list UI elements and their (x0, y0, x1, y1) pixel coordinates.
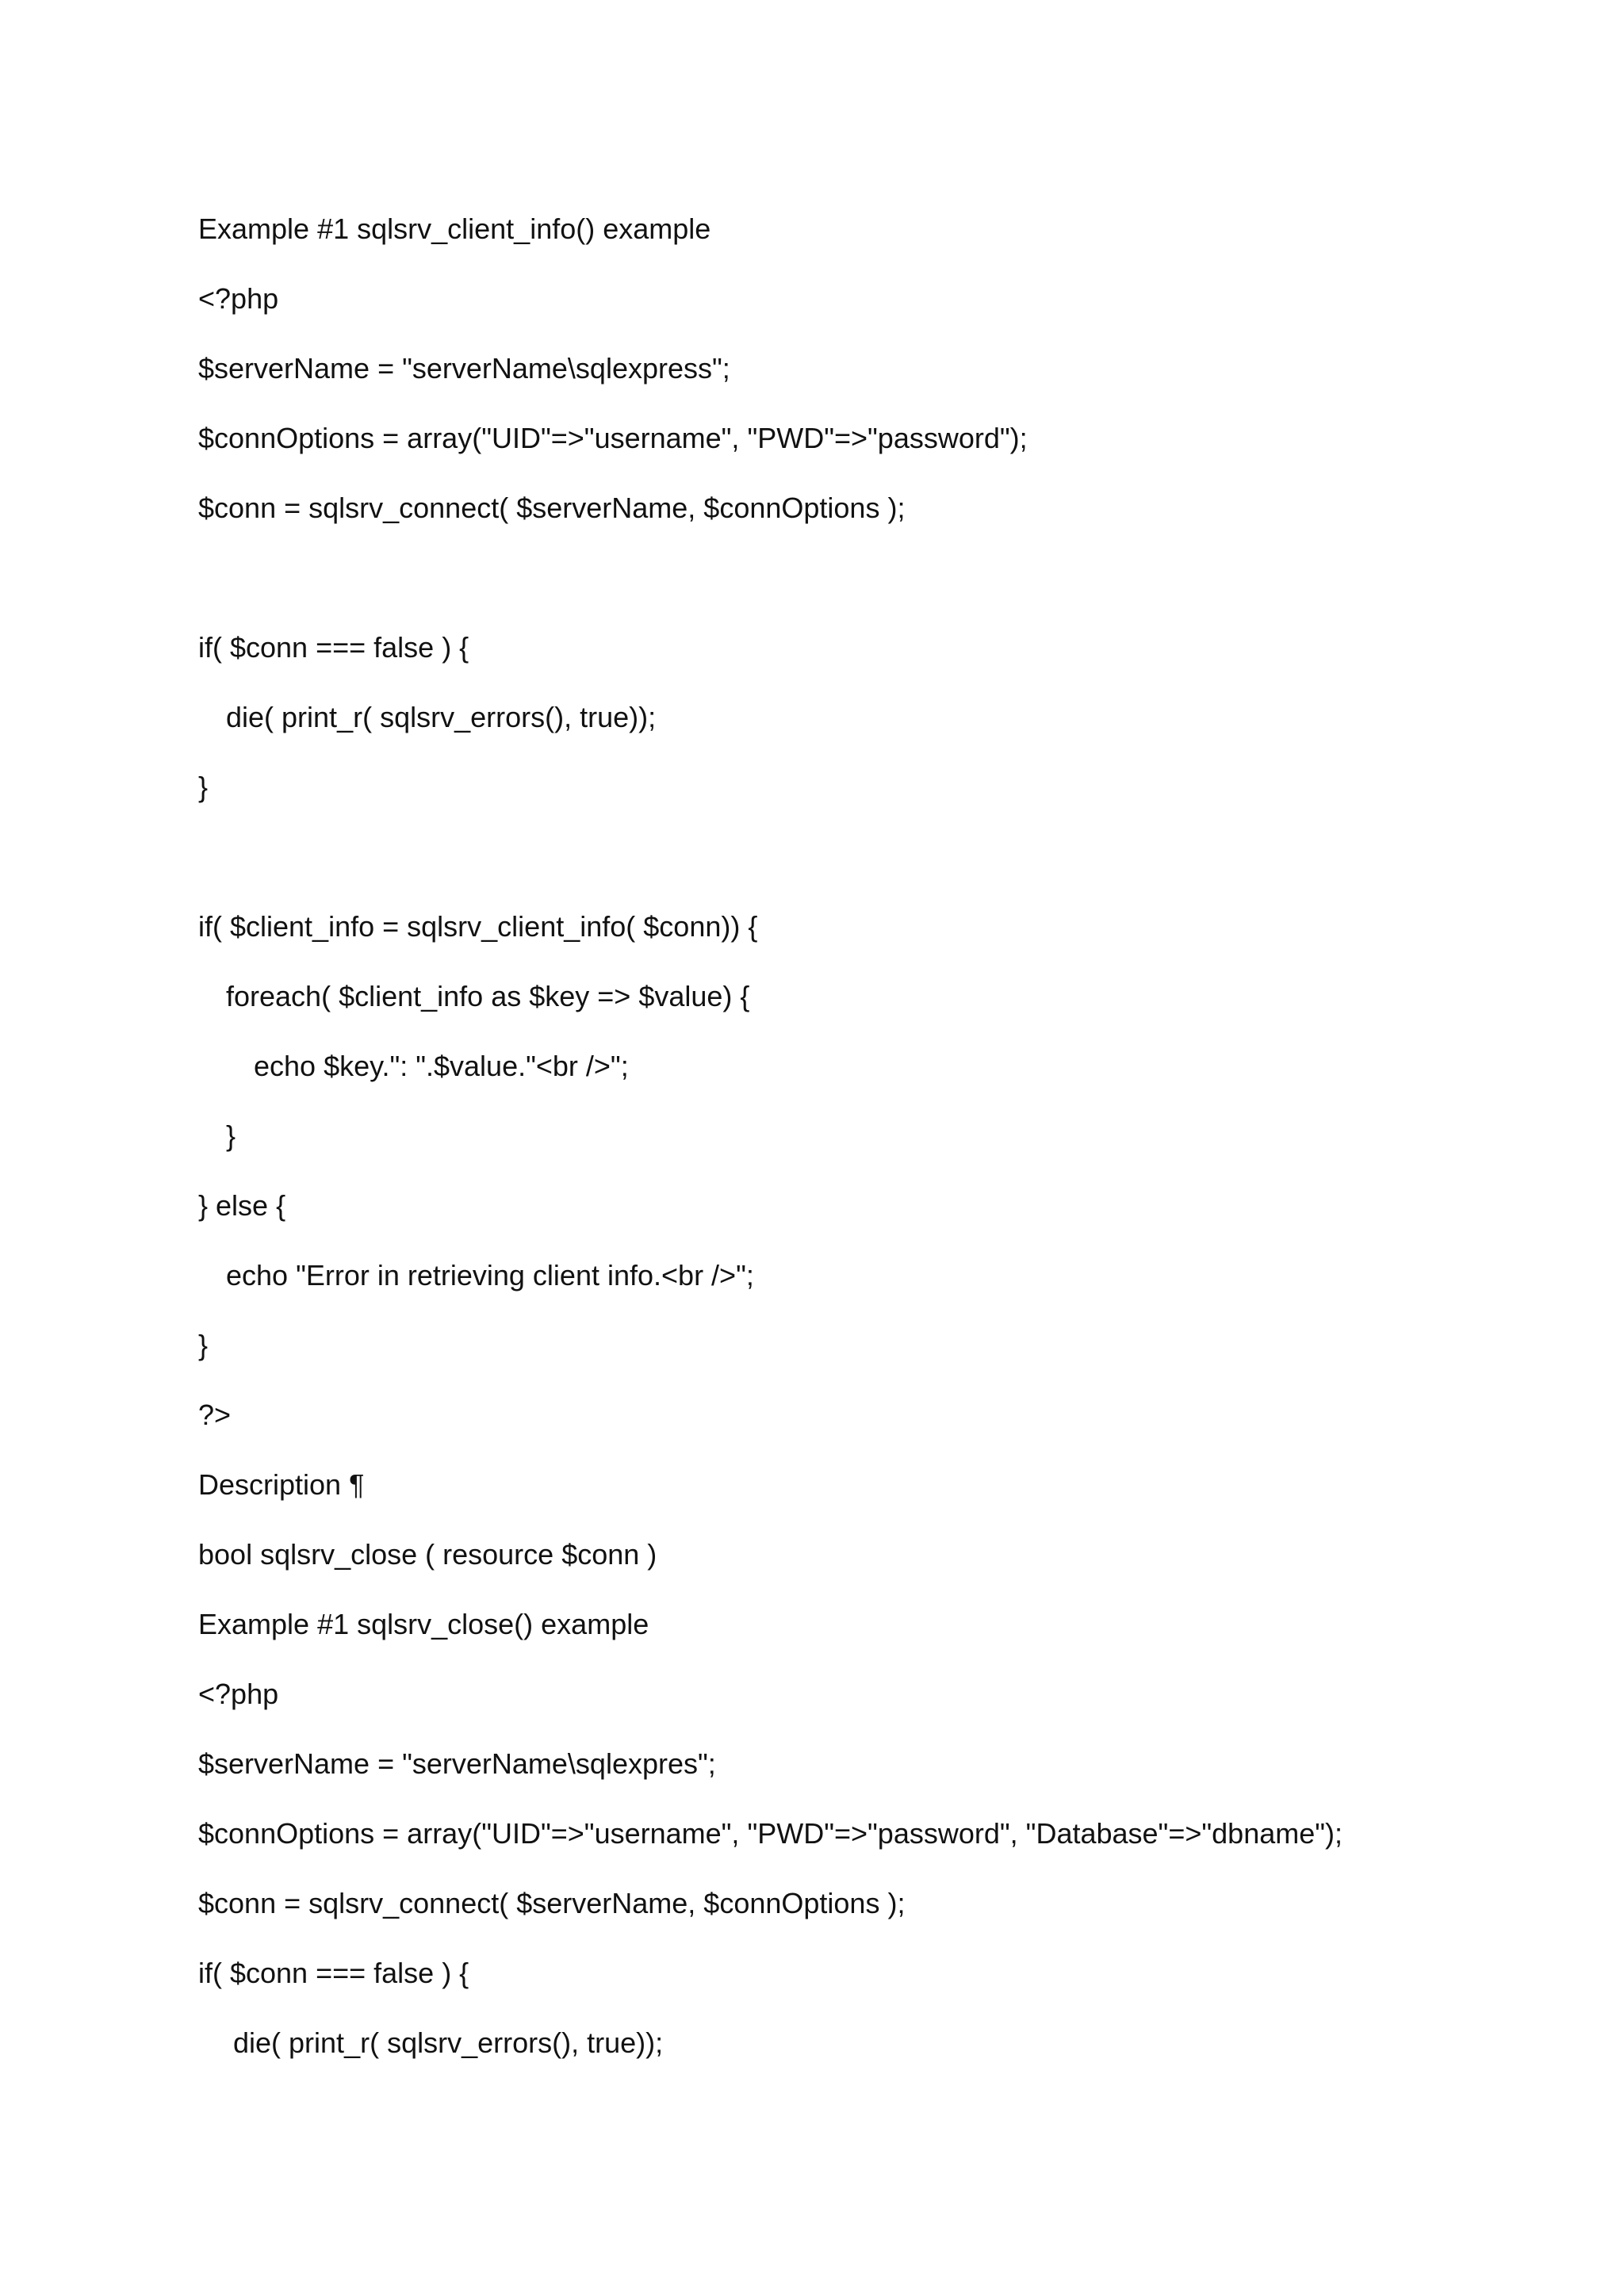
code-line: echo $key.": ".$value."<br />"; (254, 1050, 629, 1082)
code-line: <?php (198, 282, 279, 315)
code-line: $conn = sqlsrv_connect( $serverName, $connOptions ); (198, 1887, 906, 1919)
code-line: foreach( $client_info as $key => $value) { (226, 980, 750, 1012)
code-line: $conn = sqlsrv_connect( $serverName, $connOptions ); (198, 492, 906, 524)
description-heading: Description ¶ (198, 1468, 365, 1501)
code-line: $connOptions = array("UID"=>"username", "PWD"=>"password"); (198, 422, 1028, 454)
example-heading: Example #1 sqlsrv_client_info() example (198, 212, 711, 245)
function-signature: bool sqlsrv_close ( resource $conn ) (198, 1538, 657, 1571)
code-line: ?> (198, 1399, 232, 1431)
code-line: $connOptions = array("UID"=>"username", "PWD"=>"password", "Database"=>"dbname"); (198, 1817, 1343, 1850)
code-line: <?php (198, 1678, 279, 1710)
code-line: $serverName = "serverName\sqlexpres"; (198, 1747, 716, 1780)
code-line: $serverName = "serverName\sqlexpress"; (198, 352, 730, 385)
example-heading: Example #1 sqlsrv_close() example (198, 1608, 649, 1640)
code-line: if( $conn === false ) { (198, 631, 469, 664)
document-body (198, 194, 1507, 2078)
code-line: } (198, 1329, 209, 1361)
code-line: } (198, 771, 209, 803)
code-line: } (226, 1119, 236, 1152)
code-line: die( print_r( sqlsrv_errors(), true)); (233, 2026, 664, 2059)
code-line: echo "Error in retrieving client info.<br />"; (226, 1259, 754, 1292)
blank-line (198, 822, 1507, 892)
code-line: die( print_r( sqlsrv_errors(), true)); (226, 701, 657, 733)
code-line: if( $client_info = sqlsrv_client_info( $conn)) { (198, 910, 758, 943)
blank-line (198, 543, 1507, 613)
code-line: } else { (198, 1189, 286, 1222)
code-line: if( $conn === false ) { (198, 1957, 469, 1989)
